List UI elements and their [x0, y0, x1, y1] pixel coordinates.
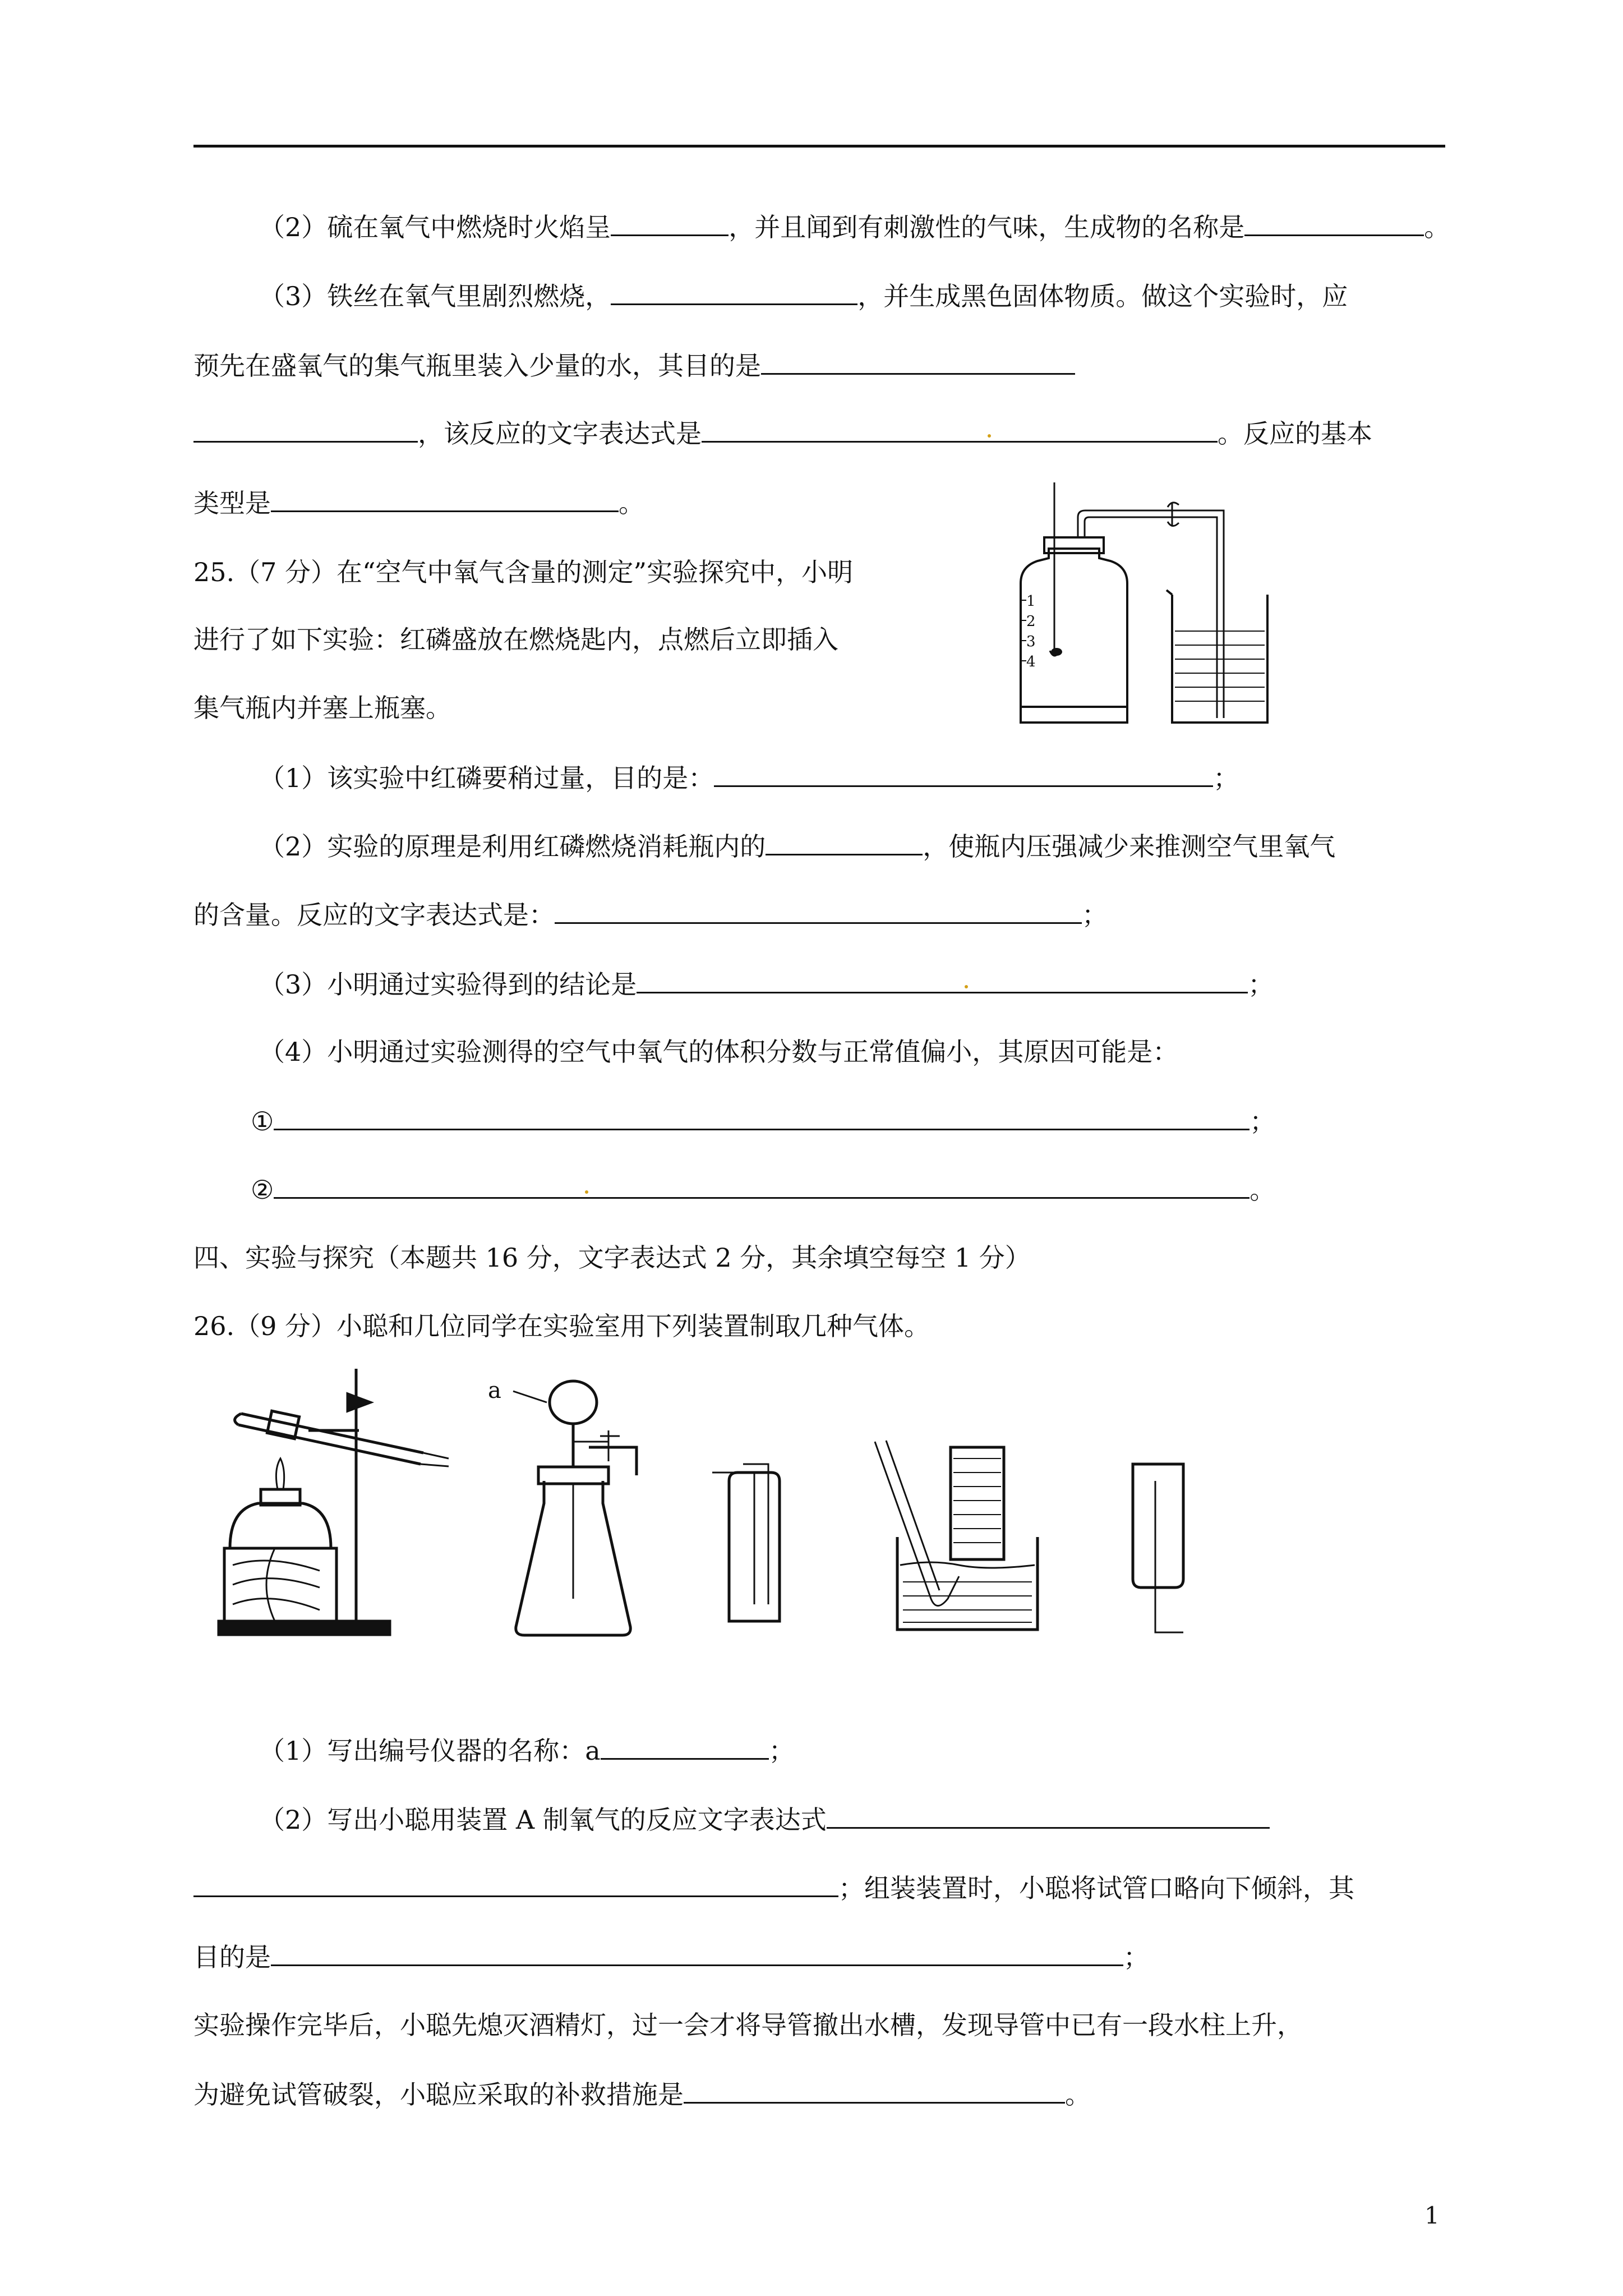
q25-intro-1: 25.（7 分）在“空气中氧气含量的测定”实验探究中，小明 — [193, 557, 854, 587]
blank-remedy[interactable] — [684, 2077, 1065, 2104]
q26-sub-3: 实验操作完毕后，小聪先熄灭酒精灯，过一会才将导管撤出水槽，发现导管中已有一段水柱上升， — [193, 2010, 1303, 2040]
water-trough — [897, 1537, 1038, 1630]
blank-reason-2[interactable] — [274, 1172, 1249, 1199]
page-number: 1 — [1424, 2202, 1440, 2229]
q25-sub-1: （1）该实验中红磷要稍过量，目的是： ； — [259, 761, 1239, 795]
oxygen-measurement-apparatus-figure — [1004, 482, 1279, 740]
header-rule — [193, 145, 1445, 148]
blank-reaction-type[interactable] — [271, 486, 619, 512]
blank-oxygen-equation[interactable] — [827, 1802, 1270, 1829]
blank-phosphorus-excess[interactable] — [714, 761, 1213, 787]
gas-bottle-downward — [1133, 1464, 1183, 1588]
bottle-mark-4: 4 — [1026, 654, 1036, 670]
q26-intro: 26.（9 分）小聪和几位同学在实验室用下列装置制取几种气体。 — [193, 1311, 930, 1341]
q26-sub-2: （2）写出小聪用装置 A 制氧气的反应文字表达式 — [259, 1802, 1270, 1837]
q25-intro-3: 集气瓶内并塞上瓶塞。 — [193, 693, 451, 723]
red-phosphorus — [1051, 648, 1062, 656]
q25-sub-3: （3）小明通过实验得到的结论是 ； — [259, 967, 1274, 1001]
blank-iron-burn[interactable] — [611, 279, 857, 305]
q25-reason-2: ② 。 — [251, 1172, 1275, 1207]
q24-line-4: 预先在盛氧气的集气瓶里装入少量的水，其目的是 — [193, 348, 1075, 383]
q26-sub-2-purpose: 目的是 ； — [193, 1940, 1149, 1974]
separatory-funnel-bulb — [550, 1381, 597, 1424]
blank-water-purpose[interactable] — [761, 348, 1075, 375]
blank-instrument-a[interactable] — [601, 1733, 769, 1760]
bottle-stopper — [1044, 537, 1104, 553]
blank-water-purpose-cont[interactable] — [193, 416, 418, 443]
stand-base — [219, 1621, 390, 1635]
blank-product-name[interactable] — [1244, 210, 1424, 236]
q24-line-3: （3）铁丝在氧气里剧烈燃烧， ，并生成黑色固体物质。做这个实验时，应 — [259, 279, 1348, 313]
q25-sub-4: （4）小明通过实验测得的空气中氧气的体积分数与正常值偏小，其原因可能是： — [259, 1037, 1179, 1067]
blank-flame-color[interactable] — [611, 210, 728, 236]
blank-consumed-gas[interactable] — [766, 829, 923, 855]
section-heading: 四、实验与探究（本题共 16 分，文字表达式 2 分，其余填空每空 1 分） — [193, 1243, 1031, 1273]
q26-sub-1: （1）写出编号仪器的名称：a ； — [259, 1733, 795, 1768]
blank-phosphorus-equation[interactable] — [555, 898, 1082, 924]
blank-iron-equation[interactable] — [702, 416, 1218, 443]
blank-conclusion[interactable] — [637, 967, 1248, 993]
wood-block — [224, 1548, 336, 1621]
label-a: a — [488, 1378, 501, 1404]
q25-intro-2: 进行了如下实验：红磷盛放在燃烧匙内，点燃后立即插入 — [193, 624, 838, 655]
q24-line-5: ，该反应的文字表达式是 。反应的基本 — [193, 416, 1372, 450]
blank-reason-1[interactable] — [274, 1104, 1249, 1130]
q26-sub-2-cont: ；组装装置时，小聪将试管口略向下倾斜，其 — [193, 1871, 1354, 1905]
gas-preparation-apparatus-figure — [208, 1363, 1267, 1660]
q24-line-6: 类型是 。 — [193, 486, 644, 520]
blank-oxygen-equation-cont[interactable] — [193, 1871, 838, 1897]
alcohol-lamp — [230, 1503, 331, 1548]
blank-tilt-purpose[interactable] — [271, 1940, 1123, 1966]
bottle-mark-2: 2 — [1026, 613, 1036, 630]
q25-reason-1: ① ； — [251, 1104, 1275, 1138]
q25-sub-2-cont: 的含量。反应的文字表达式是： ； — [193, 898, 1108, 932]
test-tube — [235, 1414, 423, 1464]
collecting-bottle — [1021, 549, 1127, 723]
clamp — [1168, 503, 1179, 526]
bottle-mark-1: 1 — [1026, 593, 1036, 610]
q25-sub-2: （2）实验的原理是利用红磷燃烧消耗瓶内的 ，使瓶内压强减少来推测空气里氧气 — [259, 829, 1335, 863]
q26-sub-4: 为避免试管破裂，小聪应采取的补救措施是 。 — [193, 2077, 1091, 2111]
q24-line-2: （2）硫在氧气中燃烧时火焰呈 ，并且闻到有刺激性的气味，生成物的名称是 。 — [259, 210, 1450, 244]
bottle-mark-3: 3 — [1026, 633, 1036, 650]
